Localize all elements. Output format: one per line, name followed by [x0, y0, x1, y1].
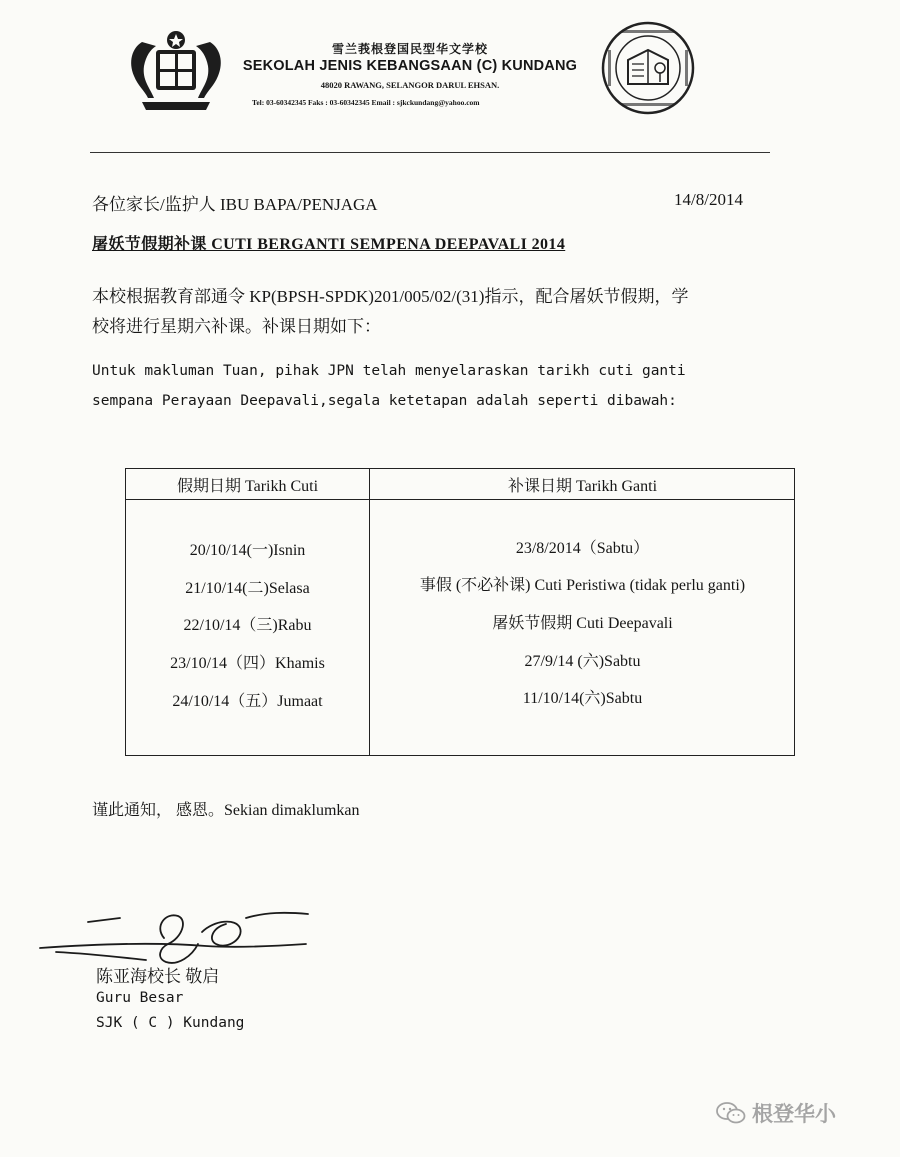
table-cell-holiday: 20/10/14(一)Isnin — [189, 542, 306, 559]
schedule-table — [125, 468, 795, 756]
table-cell-holiday: 21/10/14(二)Selasa — [185, 580, 310, 597]
table-cell-replacement: 事假 (不必补课) Cuti Peristiwa (tidak perlu ganti) — [419, 577, 746, 594]
wechat-icon — [716, 1101, 746, 1125]
signatory-role: Guru Besar — [96, 990, 184, 1006]
paragraph-chinese-line: 本校根据教育部通令 KP(BPSH-SPDK)201/005/02/(31)指示，配合屠妖节假期，学 — [92, 287, 689, 306]
paragraph-malay-line: Untuk makluman Tuan, pihak JPN telah menyelaraskan tarikh cuti ganti — [92, 363, 686, 379]
watermark — [716, 1098, 836, 1128]
letter-date: 14/8/2014 — [674, 190, 743, 209]
paragraph-malay — [92, 356, 792, 416]
signatory-title: 陈亚海校长 敬启 — [96, 967, 220, 986]
table-cell-replacement: 27/9/14 (六)Sabtu — [524, 653, 641, 670]
paragraph-malay-line: sempana Perayaan Deepavali,segala ketetapan adalah seperti dibawah: — [92, 393, 677, 409]
table-cell-holiday: 23/10/14（四）Khamis — [170, 655, 325, 672]
table-column-divider — [369, 469, 370, 755]
school-name: SEKOLAH JENIS KEBANGSAAN (C) KUNDANG — [242, 58, 578, 74]
letter-subject: 屠妖节假期补课 CUTI BERGANTI SEMPENA DEEPAVALI 2014 — [92, 236, 566, 253]
watermark-text: 根登华小 — [752, 1102, 836, 1126]
table-cell-replacement: 11/10/14(六)Sabtu — [522, 690, 643, 707]
signatory-school: SJK ( C ) Kundang — [96, 1015, 245, 1031]
table-header-replacement: 补课日期 Tarikh Ganti — [507, 478, 658, 495]
table-header-divider — [126, 499, 794, 500]
table-cell-holiday: 24/10/14（五）Jumaat — [172, 693, 323, 710]
greeting: 各位家长/监护人 IBU BAPA/PENJAGA — [92, 195, 378, 214]
table-header-holiday: 假期日期 Tarikh Cuti — [176, 478, 319, 495]
school-seal-icon — [600, 20, 696, 116]
school-contact: Tel: 03-60342345 Faks : 03-60342345 Email : sjkckundang@yahoo.com — [252, 98, 480, 107]
table-cell-replacement: 23/8/2014（Sabtu） — [515, 540, 650, 557]
school-address: 48020 RAWANG, SELANGOR DARUL EHSAN. — [320, 80, 500, 90]
paragraph-chinese — [92, 282, 772, 342]
table-cell-replacement: 屠妖节假期 Cuti Deepavali — [492, 615, 673, 632]
malaysia-coat-of-arms-icon — [122, 28, 230, 114]
school-name-chinese: 雪兰莪根登国民型华文学校 — [331, 42, 488, 56]
closing-line: 谨此通知， 感恩。Sekian dimaklumkan — [92, 802, 360, 819]
paragraph-chinese-line: 校将进行星期六补课。补课日期如下： — [92, 317, 381, 336]
letterhead-divider — [90, 152, 770, 153]
table-cell-holiday: 22/10/14（三)Rabu — [183, 617, 312, 634]
